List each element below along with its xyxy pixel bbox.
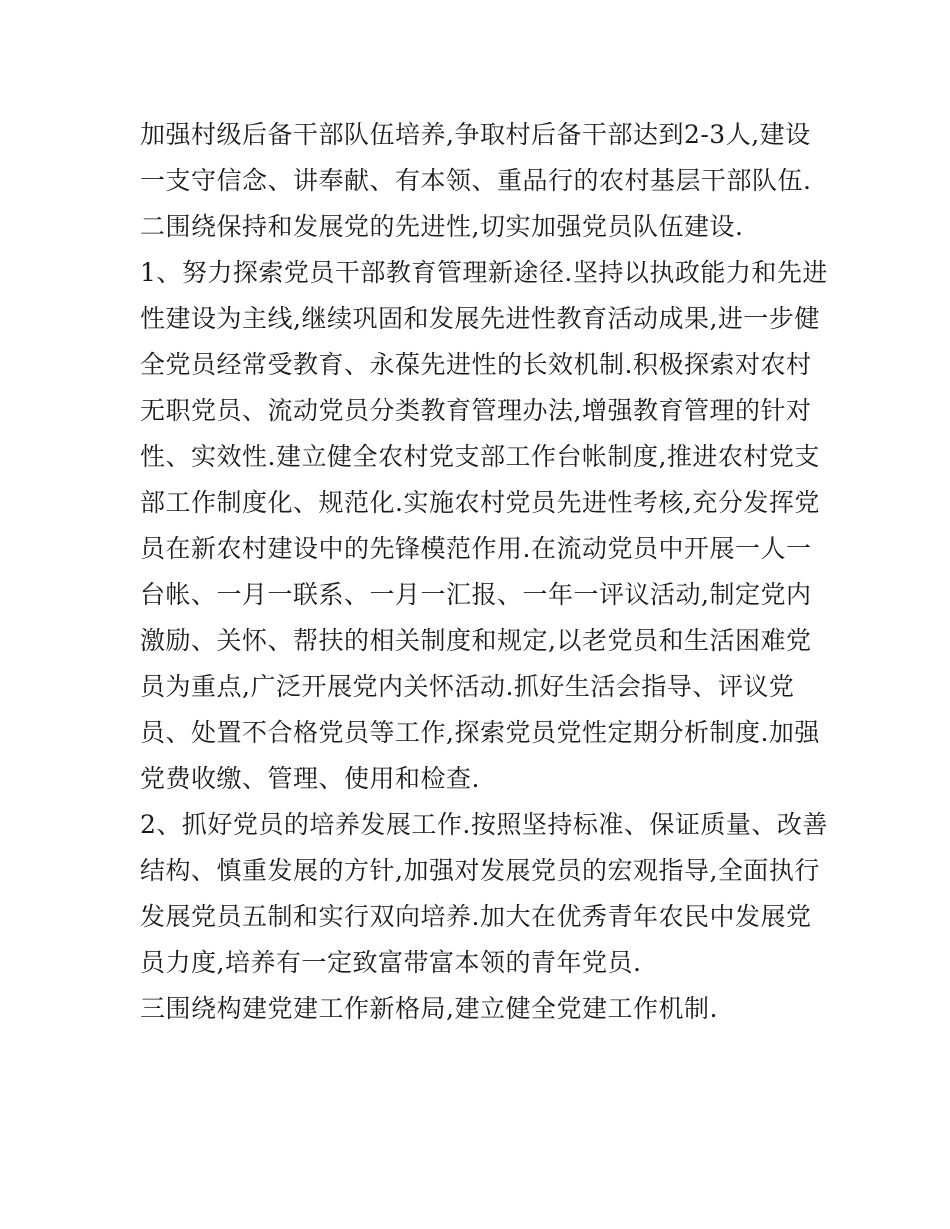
text-line: 员力度,培养有一定致富带富本领的青年党员.	[140, 948, 642, 977]
text-line: 一支守信念、讲奉献、有本领、重品行的农村基层干部队伍.	[140, 166, 812, 195]
item-2-start: 2、抓好党员的培养发展工作.按照坚持标准、保证质量、改善	[140, 810, 828, 839]
item-1-start: 1、努力探索党员干部教育管理新途径.坚持以执政能力和先进	[140, 258, 828, 287]
text-line: 台帐、一月一联系、一月一汇报、一年一评议活动,制定党内	[140, 580, 812, 609]
text-line: 激励、关怀、帮扶的相关制度和规定,以老党员和生活困难党	[140, 626, 812, 655]
text-line: 员为重点,广泛开展党内关怀活动.抓好生活会指导、评议党	[140, 672, 795, 701]
text-line: 结构、慎重发展的方针,加强对发展党员的宏观指导,全面执行	[140, 856, 820, 885]
document-body	[140, 112, 828, 1032]
text-line: 党费收缴、管理、使用和检查.	[140, 764, 480, 793]
text-line: 员在新农村建设中的先锋模范作用.在流动党员中开展一人一	[140, 534, 812, 563]
text-line: 发展党员五制和实行双向培养.加大在优秀青年农民中发展党	[140, 902, 812, 931]
text-line: 无职党员、流动党员分类教育管理办法,增强教育管理的针对	[140, 396, 812, 425]
section-heading-3: 三围绕构建党建工作新格局,建立健全党建工作机制.	[140, 994, 718, 1023]
text-line: 性、实效性.建立健全农村党支部工作台帐制度,推进农村党支	[140, 442, 820, 471]
text-line: 部工作制度化、规范化.实施农村党员先进性考核,充分发挥党	[140, 488, 820, 517]
text-line: 全党员经常受教育、永葆先进性的长效机制.积极探索对农村	[140, 350, 812, 379]
section-heading-2: 二围绕保持和发展党的先进性,切实加强党员队伍建设.	[140, 212, 744, 241]
text-line: 加强村级后备干部队伍培养,争取村后备干部达到2-3人,建设	[140, 120, 811, 149]
text-line: 员、处置不合格党员等工作,探索党员党性定期分析制度.加强	[140, 718, 820, 747]
text-line: 性建设为主线,继续巩固和发展先进性教育活动成果,进一步健	[140, 304, 820, 333]
